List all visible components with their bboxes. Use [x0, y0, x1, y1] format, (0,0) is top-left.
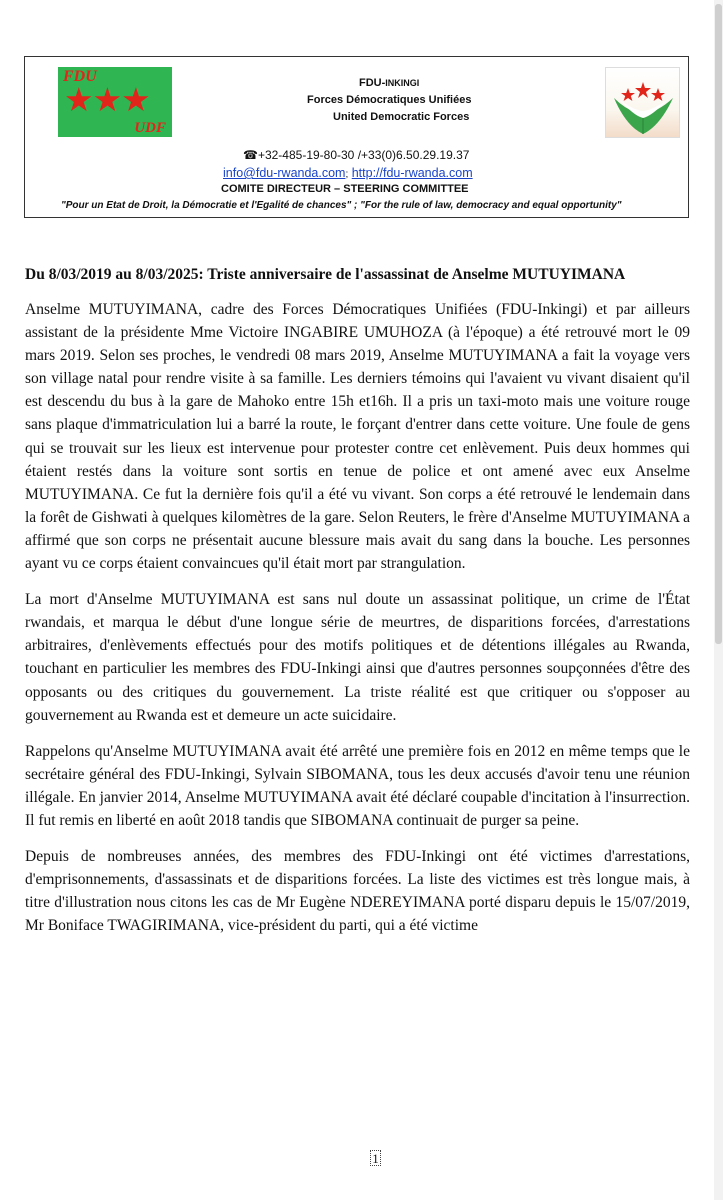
website-link[interactable]: http://fdu-rwanda.com [351, 166, 473, 180]
org-name [359, 77, 419, 89]
scrollbar-thumb[interactable] [715, 4, 722, 644]
logo-top-text: FDU [63, 68, 97, 85]
emblem-leaf-icon [606, 68, 680, 138]
committee-title: COMITE DIRECTEUR – STEERING COMMITTEE [221, 183, 469, 195]
paragraph-1: Anselme MUTUYIMANA, cadre des Forces Démocratiques Unifiées (FDU-Inkingi) et par ailleurs assistant de la présidente Mme Victoire INGABIRE UMUHOZA (à l'époque) a été retrouvé mort le 09 mars 2019. Selon ses proches, le vendredi 08 mars 2019, Anselme MUTUYIMANA a fait la voyage vers son village natal pour rendre visite à sa famille. Les derniers témoins qui l'avaient vu vivant disaient qu'il est descendu du bus à la gare de Mahoko entre 15h et16h. Il a pris un taxi-moto mais une voiture rouge sans plaque d'immatriculation lui a barré la route, le forçant d'entrer dans cette voiture. Une foule de gens qui se trouvait sur les lieux est intervenue pour protester contre cet enlèvement. Puis deux hommes qui étaient restés dans la voiture sont sortis en tenue de police et ont amené avec eux Anselme MUTUYIMANA. Ce fut la dernière fois qu'il a été vu vivant. Son corps a été retrouvé le lendemain dans la forêt de Gishwati à quelques kilomètres de la gare. Selon Reuters, le frère d'Anselme MUTUYIMANA a affirmé que son corps ne présentait aucune blessure mais avait du sang dans la bouche. Les personnes ayant vu ce corps étaient convaincues qu'il était mort par strangulation. [25, 301, 690, 573]
logo-stars-icon: ★★★ [64, 83, 150, 119]
contact-phone [243, 148, 469, 162]
org-name-english: United Democratic Forces [333, 111, 470, 123]
org-name-suffix: INKINGI [385, 78, 420, 88]
paragraph-2: La mort d'Anselme MUTUYIMANA est sans nul doute un assassinat politique, un crime de l'État rwandais, et marqua le début d'une longue série de meurtres, de disparitions forcées, d'arrestations arbitraires, d'enlèvements effectués pour des motifs politiques et de détentions illégales au Rwanda, touchant en particulier les membres des FDU-Inkingi ainsi que d'autres personnes soupçonnées d'être des opposants ou des critiques du gouvernement. La triste réalité est que critiquer ou s'opposer au gouvernement au Rwanda est et demeure un acte suicidaire. [25, 591, 690, 724]
org-name-prefix: FDU- [359, 77, 386, 89]
contact-links [223, 166, 473, 180]
document-body [25, 298, 690, 950]
scrollbar-track[interactable] [714, 0, 723, 1200]
letterhead [24, 56, 689, 218]
email-link[interactable]: info@fdu-rwanda.com [223, 166, 346, 180]
party-emblem [605, 67, 680, 138]
org-name-french: Forces Démocratiques Unifiées [307, 94, 472, 106]
document-title: Du 8/03/2019 au 8/03/2025: Triste anniversaire de l'assassinat de Anselme MUTUYIMANA [25, 266, 626, 283]
paragraph-4: Depuis de nombreuses années, des membres des FDU-Inkingi ont été victimes d'arrestations, d'emprisonnements, d'assassinats et de disparitions forcées. La liste des victimes est très longue mais, à titre d'illustration nous citons les cas de Mr Eugène NDEREYIMANA porté disparu depuis le 15/07/2019, Mr Boniface TWAGIRIMANA, vice-président du parti, qui a été victime [25, 848, 690, 935]
fdu-logo [58, 67, 172, 137]
party-motto: "Pour un Etat de Droit, la Démocratie et l'Egalité de chances" ; "For the rule of law, democracy and equal opportunity" [61, 200, 622, 211]
phone-numbers: +32-485-19-80-30 /+33(0)6.50.29.19.37 [257, 148, 470, 162]
paragraph-3: Rappelons qu'Anselme MUTUYIMANA avait été arrêté une première fois en 2012 en même temps que le secrétaire général des FDU-Inkingi, Sylvain SIBOMANA, tous les deux accusés d'avoir tenu une réunion illégale. En janvier 2014, Anselme MUTUYIMANA avait été déclaré coupable d'incitation à l'insurrection. Il fut remis en liberté en août 2018 tandis que SIBOMANA continuait de purger sa peine. [25, 742, 690, 829]
logo-bottom-text: UDF [134, 120, 166, 136]
link-separator: ; [345, 169, 349, 180]
page-number: 1 [370, 1150, 381, 1166]
phone-icon: ☎ [243, 148, 258, 162]
